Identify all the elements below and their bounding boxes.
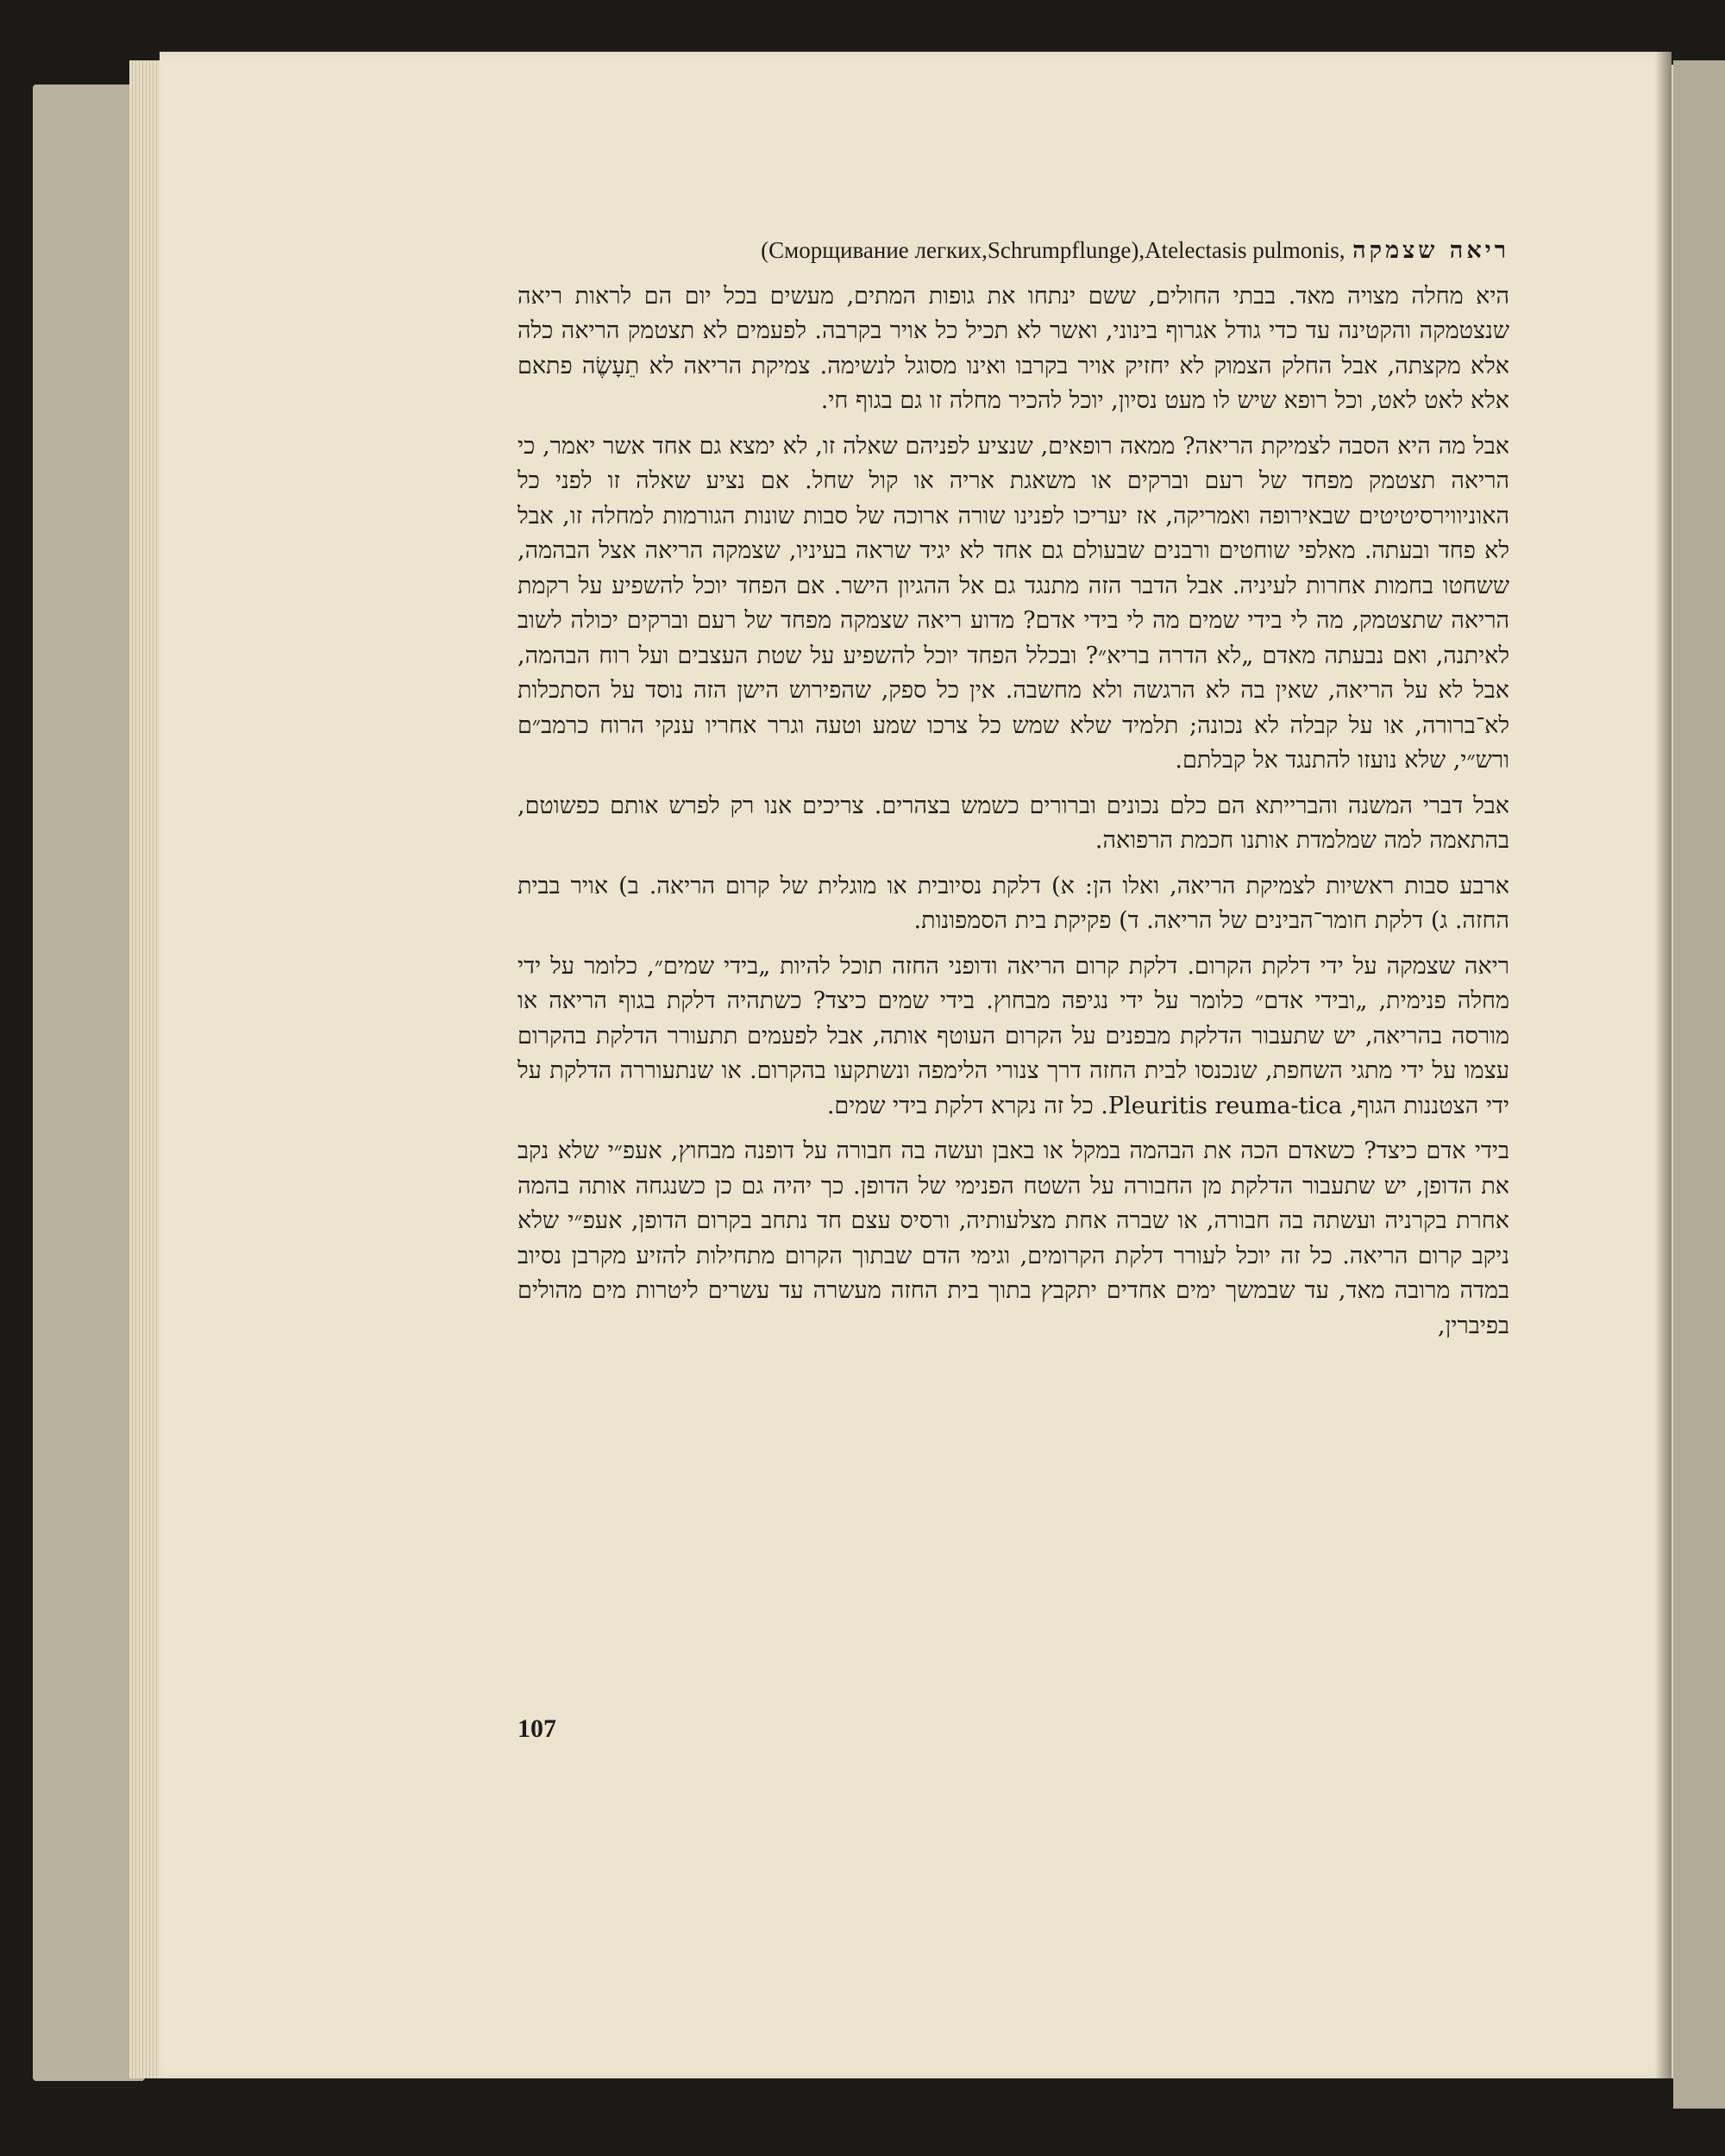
paragraph: ריאה שצמקה על ידי דלקת הקרום. דלקת קרום הריאה ודופני החזה תוכל להיות „בידי שמים״, כלומר על ידי מחלה פנימית, „ובידי אדם״ כלומר על ידי נגיפה מבחוץ. בידי שמים כיצד? כשתהיה דלקת בגוף הריאה או מורסה בהריאה, יש שתעבור הדלקת מבפנים על הקרום העוטף אותה, אבל לפעמים תתעורר הדלקת בהקרום עצמו על ידי מתגי השחפת, שנכנסו לבית החזה דרך צנורי הלימפה ונשתקעו בהקרום. או שנתעוררה הדלקת על ידי הצטננות הגוף, Pleuritis reuma-tica. כל זה נקרא דלקת בידי שמים.	[518, 952, 1509, 1119]
paragraph: אבל דברי המשנה והברייתא הם כלם נכונים וברורים כשמש בצהרים. צריכים אנו רק לפרש אותם כפשוטם, בהתאמה למה שמלמדת אותנו חכמת הרפואה.	[518, 792, 1509, 854]
heading-tail: (Сморщивание легких,Schrumpflunge),Atelectasis pulmonis,	[761, 237, 1346, 263]
page-number: 107	[518, 1714, 556, 1743]
book-gutter	[1654, 52, 1672, 2078]
book-cover-right	[1673, 60, 1725, 2109]
book-cover-left	[33, 85, 145, 2081]
heading-line	[518, 233, 1509, 269]
heading-term: ריאה שצמקה	[1352, 237, 1509, 264]
paragraph: ארבע סבות ראשיות לצמיקת הריאה, ואלו הן: א) דלקת נסיובית או מוגלית של קרום הריאה. ב) אויר בבית החזה. ג) דלקת חומר־הבינים של הריאה. ד) פקיקת בית הסמפונות.	[518, 872, 1509, 934]
page-text	[518, 233, 1509, 1768]
paragraph: אבל מה היא הסבה לצמיקת הריאה? ממאה רופאים, שנציע לפניהם שאלה זו, לא ימצא גם אחד אשר יאמר, כי הריאה תצטמק מפחד של רעם וברקים או משאגת אריה או קול שחל. אם נציע שאלה זו לפני כל האוניווירסיטיטים שבאירופה ואמריקה, אז יעריכו לפנינו שורה ארוכה של סבות שונות הגורמות למחלה זו, אבל לא פחד ובעתה. מאלפי שוחטים ורבנים שבעולם גם אחד לא יגיד שראה בעיניו, שצמקה הריאה אצל הבהמה, ששחטו בחמות אחרות לעיניה. אבל הדבר הזה מתנגד גם אל ההגיון הישר. אם הפחד יוכל להשפיע על רקמת הריאה שתצטמק, מה לי בידי שמים מה לי בידי אדם? מדוע ריאה שצמקה מפחד של רעם וברקים יכולה לשוב לאיתנה, ואם נבעתה מאדם „לא הדרה בריא״? ובכלל הפחד יוכל להשפיע על שטת העצבים ועל רוח הבהמה, אבל לא על הריאה, שאין בה לא הרגשה ולא מחשבה. אין כל ספק, שהפירוש הישן הזה נוסד על הסתכלות לא־ברורה, או על קבלה לא נכונה; תלמיד שלא שמש כל צרכו שמע וטעה וגרר אחריו ענקי הרוח כרמב״ם ורש״י, שלא נועזו להתנגד אל קבלתם.	[518, 432, 1509, 774]
paragraph: בידי אדם כיצד? כשאדם הכה את הבהמה במקל או באבן ועשה בה חבורה על דופנה מבחוץ, אעפ״י שלא נקב את הדופן, יש שתעבור הדלקת מן החבורה על השטח הפנימי של הדופן. כך יהיה גם כן כשנגחה אותה בהמה אחרת בקרניה ועשתה בה חבורה, או שברה אחת מצלעותיה, ורסיס עצם חד נתחב בקרום הדופן, אעפ״י שלא ניקב קרום הריאה. כל זה יוכל לעורר דלקת הקרומים, וגימי הדם שבתוך הקרום מתחילות להזיע מקרבן נסיוב במדה מרובה מאד, עד שבמשך ימים אחדים יתקבץ בתוך בית החזה מעשרה עד עשרים ליטרות מים מהולים בפיברין,	[518, 1138, 1509, 1339]
paragraph: היא מחלה מצויה מאד. בבתי החולים, ששם ינתחו את גופות המתים, מעשים בכל יום הם לראות ריאה שנצטמקה והקטינה עד כדי גודל אגרוף בינוני, ואשר לא תכיל כל אויר בקרבה. לפעמים לא תצטמק הריאה כלה אלא מקצתה, אבל החלק הצמוק לא יחזיק אויר בקרבו ואינו מסוגל לנשימה. צמיקת הריאה לא תֵעָשֶׂה פתאם אלא לאט לאט, וכל רופא שיש לו מעט נסיון, יוכל להכיר מחלה זו גם בגוף חי.	[518, 282, 1509, 414]
